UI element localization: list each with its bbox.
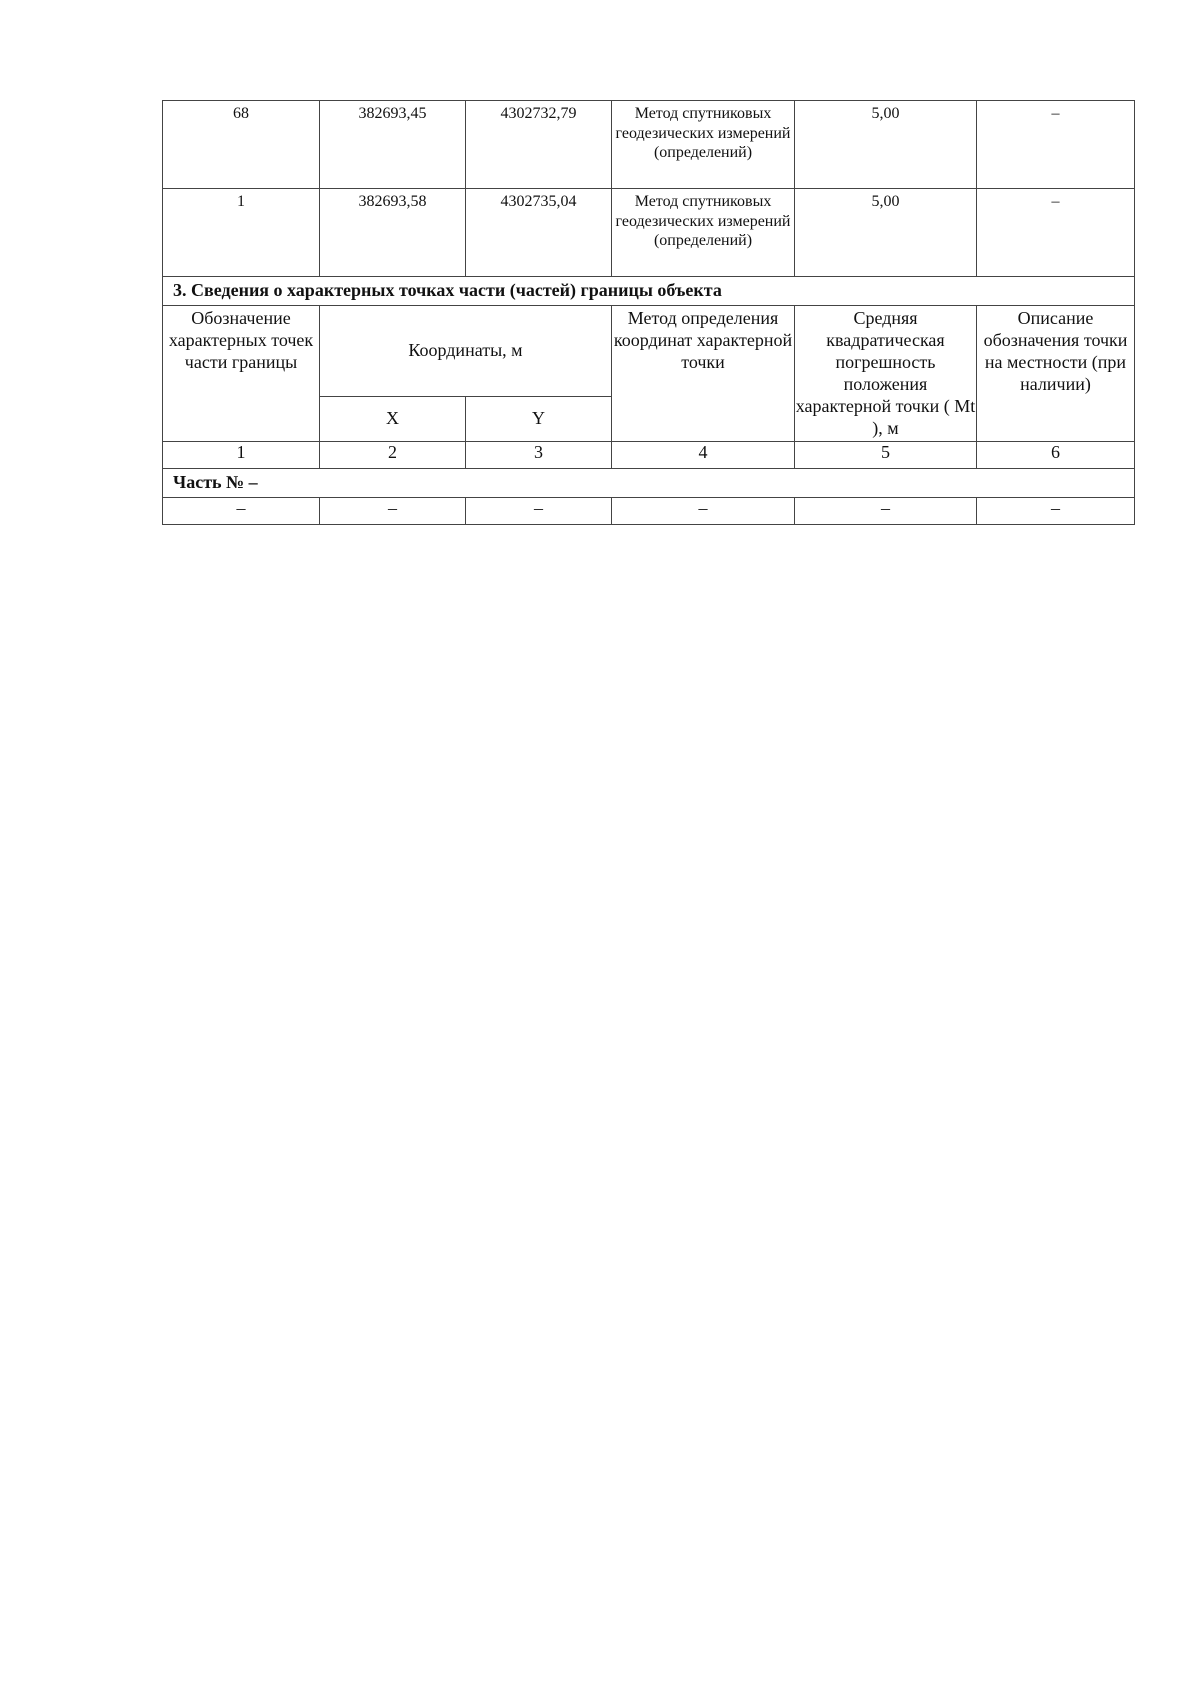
y-header: Y xyxy=(466,397,612,442)
column-number: 1 xyxy=(163,442,320,469)
part-label-row xyxy=(163,469,1135,498)
boundary-points-table xyxy=(162,100,1135,525)
method-cell: Метод спутниковых геодезических измерений (определений) xyxy=(612,101,795,189)
coord-row xyxy=(163,101,1135,189)
empty-cell: – xyxy=(977,498,1135,525)
accuracy-cell: 5,00 xyxy=(795,189,977,277)
column-number: 2 xyxy=(320,442,466,469)
method-cell: Метод спутниковых геодезических измерений (определений) xyxy=(612,189,795,277)
section-title-row xyxy=(163,277,1135,306)
x-coordinate-cell: 382693,58 xyxy=(320,189,466,277)
column-number: 4 xyxy=(612,442,795,469)
empty-cell: – xyxy=(795,498,977,525)
empty-cell: – xyxy=(466,498,612,525)
accuracy-header: Средняя квадратическая погрешность положения характерной точки ( Mt ), м xyxy=(795,306,977,442)
column-numbers-row xyxy=(163,442,1135,469)
x-header: X xyxy=(320,397,466,442)
empty-cell: – xyxy=(320,498,466,525)
method-header: Метод определения координат характерной точки xyxy=(612,306,795,442)
y-coordinate-cell: 4302732,79 xyxy=(466,101,612,189)
description-header: Описание обозначения точки на местности (при наличии) xyxy=(977,306,1135,442)
coordinates-header: Координаты, м xyxy=(320,306,612,397)
empty-cell: – xyxy=(163,498,320,525)
designation-header: Обозначение характерных точек части границы xyxy=(163,306,320,442)
point-number-cell: 68 xyxy=(163,101,320,189)
x-coordinate-cell: 382693,45 xyxy=(320,101,466,189)
column-number: 6 xyxy=(977,442,1135,469)
column-number: 5 xyxy=(795,442,977,469)
point-number-cell: 1 xyxy=(163,189,320,277)
description-cell: – xyxy=(977,101,1135,189)
part-label: Часть № – xyxy=(163,469,1135,498)
coord-row xyxy=(163,189,1135,277)
accuracy-cell: 5,00 xyxy=(795,101,977,189)
y-coordinate-cell: 4302735,04 xyxy=(466,189,612,277)
description-cell: – xyxy=(977,189,1135,277)
column-number: 3 xyxy=(466,442,612,469)
empty-data-row xyxy=(163,498,1135,525)
empty-cell: – xyxy=(612,498,795,525)
section-title: 3. Сведения о характерных точках части (частей) границы объекта xyxy=(163,277,1135,306)
header-row xyxy=(163,306,1135,397)
